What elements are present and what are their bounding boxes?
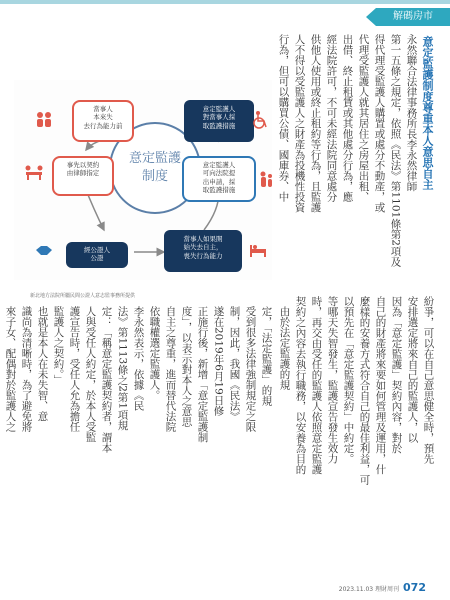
node-notary: 經公證人 公證 <box>66 242 128 268</box>
node-loss-capacity: 當事人如果開 始失去自主， 喪失行為能力 <box>164 230 242 272</box>
text-col-29: 識尚為清晰時，為了避免將 <box>20 306 33 432</box>
text-col-13: 由於法定監護的規 <box>278 306 291 390</box>
text-col-8: 人不得以受監護人之財產為投機性投資 <box>293 34 306 213</box>
text-col-39: 契約之內容去執行職務，以安養為目的 <box>294 296 307 475</box>
text-col-14: 定，「法定監護」的規 <box>260 306 273 406</box>
text-col-27: 監護人之契約。」 <box>52 306 65 385</box>
text-col-9: 行為，但可以購買公債、國庫券、中 <box>277 34 290 202</box>
text-col-22: 李永然表示，依據《民 <box>132 306 145 411</box>
text-col-5: 出借、終止租賃或其他處分行為，應 <box>341 34 354 202</box>
text-col-2: 第一五條之規定，依照《民法》第1101條第2項及 <box>389 34 402 267</box>
hospital-bed-icon <box>248 240 268 260</box>
text-col-32: 安排選定將來自己的監護人，以 <box>406 296 419 443</box>
center-label: 意定監護 制度 <box>128 151 181 185</box>
page-number: 072 <box>403 581 426 594</box>
text-col-21: 依職權選定監護人。 <box>148 306 161 401</box>
text-col-3: 得代理受監護人購置或處分不動產，或 <box>373 34 386 213</box>
section-tag: 解碼房市 <box>376 8 450 26</box>
text-col-23: 法》第1113條之2第1項規 <box>116 306 129 431</box>
handshake-icon <box>34 240 54 260</box>
caregiver-icon <box>256 170 276 190</box>
meeting-icon <box>24 162 44 182</box>
text-col-36: 以預先在「意定監護契約」中約定。 <box>342 296 355 464</box>
people-icon <box>34 110 54 130</box>
text-col-35: 麼樣的安養方式符合自己的最佳利益，可 <box>358 296 371 485</box>
text-col-16: 制，因此，我國《民法》 <box>228 306 241 422</box>
text-col-26: 護宣告時，受任人允為擔任 <box>68 306 81 432</box>
text-col-17: 遂在2019年6月19日修 <box>212 306 225 416</box>
wheelchair-icon <box>250 110 270 130</box>
text-col-34: 自己的財產將來要如何管理及運用，什 <box>374 296 387 475</box>
node-before-incapacity: 當事人 本來失 去行為能力前 <box>72 100 134 142</box>
text-col-38: 時，再交由受任的監護人依照意定監護 <box>310 296 323 475</box>
text-col-19: 度」，以表示對本人之意思 <box>180 306 193 427</box>
text-col-31: 紛爭，可以在自己意思健全時，預先 <box>422 296 435 464</box>
node-guardian-measures: 意定監護人 對當事人採 取監護措施 <box>184 100 254 142</box>
text-col-18: 正施行後，新增「意定監護制 <box>196 306 209 443</box>
text-col-28: 也就是本人在未失智、意 <box>36 306 49 422</box>
text-col-6: 經法院許可，不可未經法院同意處分 <box>325 34 338 202</box>
text-col-4: 代理受監護人就其居住之房屋出租、 <box>357 34 370 202</box>
footer-date: 2023.11.03 理財周刊 <box>338 586 400 593</box>
text-col-30: 來子女、配偶對於監護人之 <box>4 306 17 432</box>
text-col-15: 受到很多法律強制規定之限 <box>244 306 257 432</box>
text-col-1: 永然聯合法律事務所長李永然律師 <box>405 34 418 192</box>
text-col-37: 等哪天失智發生，監護宣告發生效力 <box>326 296 339 464</box>
text-col-24: 定：「稱意定監護契約者，謂本 <box>100 306 113 453</box>
headline-1: 意定監護制度尊重本人意思自主 <box>421 36 434 190</box>
diagram-caption: 新北地方法院所屬民間公證人意志監事務所提供 <box>30 293 136 299</box>
text-col-33: 因為「意定監護」契約內容，對於 <box>390 296 403 454</box>
guardianship-diagram <box>14 80 272 280</box>
text-col-25: 人與受任人約定，於本人受監 <box>84 306 97 443</box>
top-color-band <box>0 0 450 4</box>
text-col-7: 供他人使用或終止租約等行為，且監護 <box>309 34 322 213</box>
node-contract: 事先以契約 由律師指定 <box>52 156 114 196</box>
text-col-20: 自主之尊重，進而替代法院 <box>164 306 177 432</box>
node-court-application: 意定監護人 可向法院提 出申請，採 取監護措施 <box>182 156 256 202</box>
footer <box>339 581 426 594</box>
